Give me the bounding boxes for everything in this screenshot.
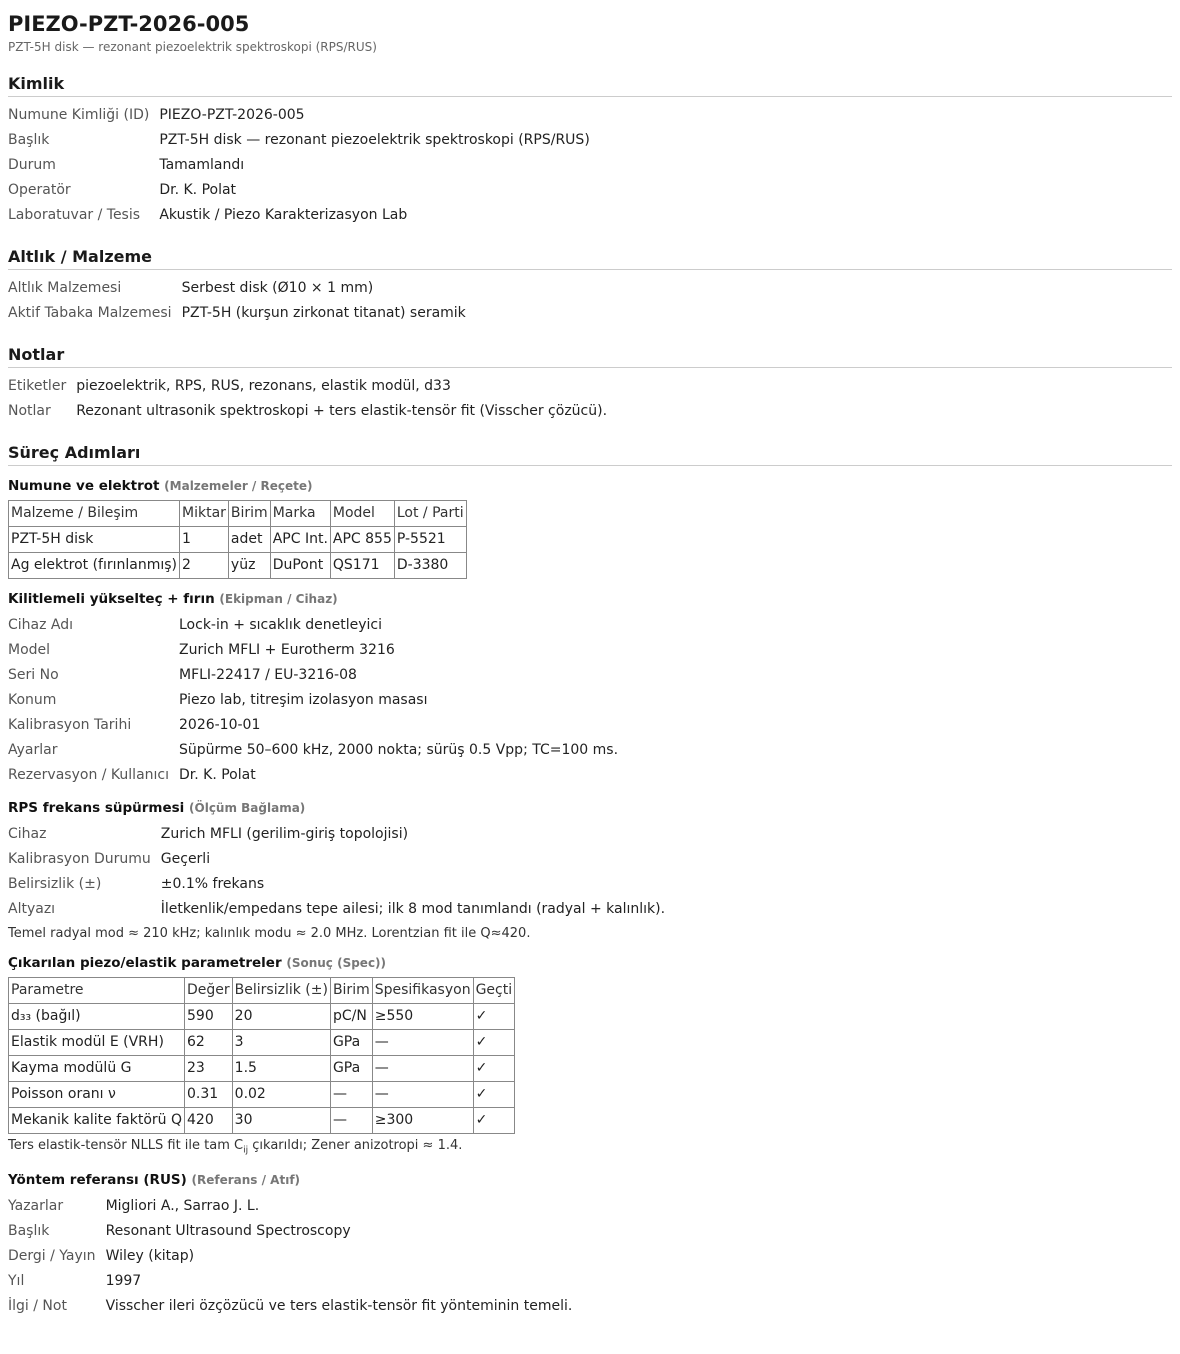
- table-cell: 0.02: [232, 1082, 330, 1108]
- kv-label: Altyazı: [8, 901, 56, 917]
- kv-value: Wiley (kitap): [105, 1247, 195, 1264]
- table-cell: —: [372, 1056, 473, 1082]
- kv-row: [8, 399, 615, 424]
- table-cell: GPa: [330, 1030, 372, 1056]
- table-cell: pC/N: [330, 1004, 372, 1030]
- kv-value: 1997: [105, 1272, 142, 1289]
- kv-value: MFLI-22417 / EU-3216-08: [179, 667, 357, 683]
- table-cell: 23: [185, 1056, 233, 1082]
- table-cell: ✓: [473, 1082, 515, 1108]
- column-header: Malzeme / Bileşim: [9, 501, 180, 527]
- table-cell: d₃₃ (bağıl): [9, 1004, 185, 1030]
- step-measurement-heading: [8, 798, 1172, 818]
- kv-row: [8, 688, 626, 713]
- kv-label: Seri No: [8, 667, 59, 683]
- table-cell: —: [330, 1108, 372, 1134]
- results-caption-pre: Ters elastik-tensör NLLS fit ile tam C: [8, 1138, 244, 1153]
- step-reference-heading: [8, 1170, 1172, 1190]
- table-cell: ✓: [473, 1030, 515, 1056]
- materials-table: [8, 500, 467, 579]
- kv-row: [8, 1244, 580, 1269]
- kv-label: Başlık: [8, 1222, 50, 1239]
- table-row: [9, 527, 467, 553]
- table-cell: ≥550: [372, 1004, 473, 1030]
- step-reference-title: Yöntem referansı (RUS): [8, 1171, 187, 1188]
- table-cell: 20: [232, 1004, 330, 1030]
- kv-row: [8, 276, 474, 301]
- column-header: Marka: [270, 501, 330, 527]
- kv-value: Lock-in + sıcaklık denetleyici: [179, 617, 383, 633]
- kv-row: [8, 897, 673, 922]
- table-cell: Ag elektrot (fırınlanmış): [9, 553, 180, 579]
- kv-value: Piezo lab, titreşim izolasyon masası: [179, 692, 428, 708]
- results-caption: [8, 1137, 1172, 1160]
- kv-value: Akustik / Piezo Karakterizasyon Lab: [159, 207, 408, 223]
- table-cell: D-3380: [394, 553, 466, 579]
- kv-label: Numune Kimliği (ID): [8, 107, 150, 123]
- section-material-heading: Altlık / Malzeme: [8, 246, 1172, 270]
- kv-value: Geçerli: [160, 851, 211, 867]
- kv-label: Yazarlar: [8, 1197, 64, 1214]
- table-cell: 30: [232, 1108, 330, 1134]
- table-cell: 0.31: [185, 1082, 233, 1108]
- kv-label: Model: [8, 642, 51, 658]
- table-cell: 1.5: [232, 1056, 330, 1082]
- page-subtitle: PZT-5H disk — rezonant piezoelektrik spektroskopi (RPS/RUS): [8, 40, 377, 54]
- measurement-caption: Temel radyal mod ≈ 210 kHz; kalınlık modu ≈ 2.0 MHz. Lorentzian fit ile Q≈420.: [8, 926, 531, 941]
- kv-row: [8, 847, 673, 872]
- identity-table: [8, 103, 598, 228]
- table-header-row: [9, 978, 515, 1004]
- kv-label: Laboratuvar / Tesis: [8, 207, 141, 223]
- kv-value: piezoelektrik, RPS, RUS, rezonans, elastik modül, d33: [76, 378, 451, 394]
- kv-row: [8, 872, 673, 897]
- table-cell: DuPont: [270, 553, 330, 579]
- kv-label: Aktif Tabaka Malzemesi: [8, 305, 172, 321]
- kv-row: [8, 713, 626, 738]
- kv-label: Operatör: [8, 182, 71, 198]
- table-row: [9, 1004, 515, 1030]
- kv-label: Durum: [8, 157, 56, 173]
- table-row: [9, 553, 467, 579]
- kv-label: Ayarlar: [8, 742, 58, 758]
- kv-value: Süpürme 50–600 kHz, 2000 nokta; sürüş 0.5 Vpp; TC=100 ms.: [179, 742, 619, 758]
- kv-row: [8, 103, 598, 128]
- kv-value: İletkenlik/empedans tepe ailesi; ilk 8 mod tanımlandı (radyal + kalınlık).: [160, 901, 666, 917]
- kv-value: PIEZO-PZT-2026-005: [159, 107, 305, 123]
- kv-row: [8, 613, 626, 638]
- kv-value: Tamamlandı: [159, 157, 245, 173]
- kv-row: [8, 738, 626, 763]
- kv-value: 2026-10-01: [179, 717, 261, 733]
- kv-row: [8, 1294, 580, 1319]
- kv-row: [8, 1269, 580, 1294]
- table-header-row: [9, 501, 467, 527]
- kv-label: Kalibrasyon Tarihi: [8, 717, 132, 733]
- section-notes-heading: Notlar: [8, 344, 1172, 368]
- kv-value: Zurich MFLI + Eurotherm 3216: [179, 642, 395, 658]
- kv-row: [8, 1194, 580, 1219]
- kv-row: [8, 178, 598, 203]
- table-row: [9, 1108, 515, 1134]
- table-cell: ≥300: [372, 1108, 473, 1134]
- table-cell: ✓: [473, 1004, 515, 1030]
- step-materials-title: Numune ve elektrot: [8, 478, 160, 494]
- kv-label: İlgi / Not: [8, 1297, 67, 1314]
- column-header: Parametre: [9, 978, 185, 1004]
- table-cell: ✓: [473, 1108, 515, 1134]
- table-cell: 1: [180, 527, 229, 553]
- step-materials-kind: (Malzemeler / Reçete): [164, 479, 313, 493]
- results-caption-sub: ij: [243, 1145, 249, 1156]
- table-cell: Elastik modül E (VRH): [9, 1030, 185, 1056]
- column-header: Belirsizlik (±): [232, 978, 330, 1004]
- table-cell: —: [372, 1082, 473, 1108]
- column-header: Değer: [185, 978, 233, 1004]
- column-header: Miktar: [180, 501, 229, 527]
- kv-value: Resonant Ultrasound Spectroscopy: [105, 1222, 351, 1239]
- table-cell: Poisson oranı ν: [9, 1082, 185, 1108]
- table-row: [9, 1056, 515, 1082]
- table-cell: GPa: [330, 1056, 372, 1082]
- column-header: Lot / Parti: [394, 501, 466, 527]
- results-table: [8, 977, 515, 1134]
- section-identity-heading: Kimlik: [8, 73, 1172, 97]
- measurement-table: [8, 822, 673, 922]
- notes-table: [8, 374, 615, 424]
- kv-label: Cihaz: [8, 826, 47, 842]
- kv-label: Belirsizlik (±): [8, 876, 102, 892]
- step-equipment-title: Kilitlemeli yükselteç + fırın: [8, 591, 215, 607]
- step-results-kind: (Sonuç (Spec)): [286, 956, 387, 970]
- kv-row: [8, 374, 615, 399]
- kv-value: ±0.1% frekans: [160, 876, 265, 892]
- kv-value: PZT-5H disk — rezonant piezoelektrik spektroskopi (RPS/RUS): [159, 132, 590, 148]
- table-row: [9, 1030, 515, 1056]
- table-cell: 590: [185, 1004, 233, 1030]
- column-header: Birim: [330, 978, 372, 1004]
- step-results-title: Çıkarılan piezo/elastik parametreler: [8, 955, 282, 971]
- table-cell: Mekanik kalite faktörü Q: [9, 1108, 185, 1134]
- kv-label: Başlık: [8, 132, 50, 148]
- kv-label: Cihaz Adı: [8, 617, 74, 633]
- kv-label: Yıl: [8, 1272, 25, 1289]
- table-cell: 62: [185, 1030, 233, 1056]
- column-header: Spesifikasyon: [372, 978, 473, 1004]
- kv-row: [8, 301, 474, 326]
- step-equipment-heading: [8, 589, 1172, 609]
- step-results-heading: [8, 953, 1172, 973]
- column-header: Birim: [228, 501, 270, 527]
- kv-value: PZT-5H (kurşun zirkonat titanat) seramik: [181, 305, 466, 321]
- table-cell: APC 855: [330, 527, 394, 553]
- kv-value: Serbest disk (Ø10 × 1 mm): [181, 280, 374, 296]
- table-cell: 2: [180, 553, 229, 579]
- kv-row: [8, 822, 673, 847]
- page-title: PIEZO-PZT-2026-005: [8, 12, 250, 36]
- results-caption-post: çıkarıldı; Zener anizotropi ≈ 1.4.: [248, 1138, 463, 1153]
- kv-row: [8, 153, 598, 178]
- step-equipment-kind: (Ekipman / Cihaz): [219, 592, 338, 606]
- table-cell: P-5521: [394, 527, 466, 553]
- kv-label: Etiketler: [8, 378, 67, 394]
- kv-label: Konum: [8, 692, 57, 708]
- kv-row: [8, 638, 626, 663]
- kv-label: Altlık Malzemesi: [8, 280, 122, 296]
- kv-label: Kalibrasyon Durumu: [8, 851, 151, 867]
- table-cell: Kayma modülü G: [9, 1056, 185, 1082]
- table-cell: 420: [185, 1108, 233, 1134]
- equipment-table: [8, 613, 626, 788]
- table-cell: adet: [228, 527, 270, 553]
- kv-label: Notlar: [8, 403, 51, 419]
- material-table: [8, 276, 474, 326]
- column-header: Model: [330, 501, 394, 527]
- table-cell: PZT-5H disk: [9, 527, 180, 553]
- table-row: [9, 1082, 515, 1108]
- kv-value: Dr. K. Polat: [159, 182, 237, 198]
- table-cell: QS171: [330, 553, 394, 579]
- reference-table: [8, 1194, 580, 1319]
- kv-value: Visscher ileri özçözücü ve ters elastik-tensör fit yönteminin temeli.: [105, 1297, 573, 1314]
- table-cell: —: [372, 1030, 473, 1056]
- step-measurement-kind: (Ölçüm Bağlama): [189, 801, 306, 815]
- kv-row: [8, 663, 626, 688]
- kv-label: Rezervasyon / Kullanıcı: [8, 767, 169, 783]
- kv-row: [8, 203, 598, 228]
- step-measurement-title: RPS frekans süpürmesi: [8, 800, 185, 816]
- table-cell: 3: [232, 1030, 330, 1056]
- kv-value: Dr. K. Polat: [179, 767, 256, 783]
- kv-row: [8, 763, 626, 788]
- table-cell: APC Int.: [270, 527, 330, 553]
- section-process-heading: Süreç Adımları: [8, 442, 1172, 466]
- table-cell: ✓: [473, 1056, 515, 1082]
- kv-row: [8, 1219, 580, 1244]
- step-materials-heading: [8, 476, 1172, 496]
- kv-label: Dergi / Yayın: [8, 1247, 96, 1264]
- kv-value: Migliori A., Sarrao J. L.: [105, 1197, 260, 1214]
- column-header: Geçti: [473, 978, 515, 1004]
- table-cell: yüz: [228, 553, 270, 579]
- kv-value: Zurich MFLI (gerilim-giriş topolojisi): [160, 826, 409, 842]
- table-cell: —: [330, 1082, 372, 1108]
- step-reference-kind: (Referans / Atıf): [191, 1172, 301, 1187]
- kv-value: Rezonant ultrasonik spektroskopi + ters elastik-tensör fit (Visscher çözücü).: [76, 403, 608, 419]
- kv-row: [8, 128, 598, 153]
